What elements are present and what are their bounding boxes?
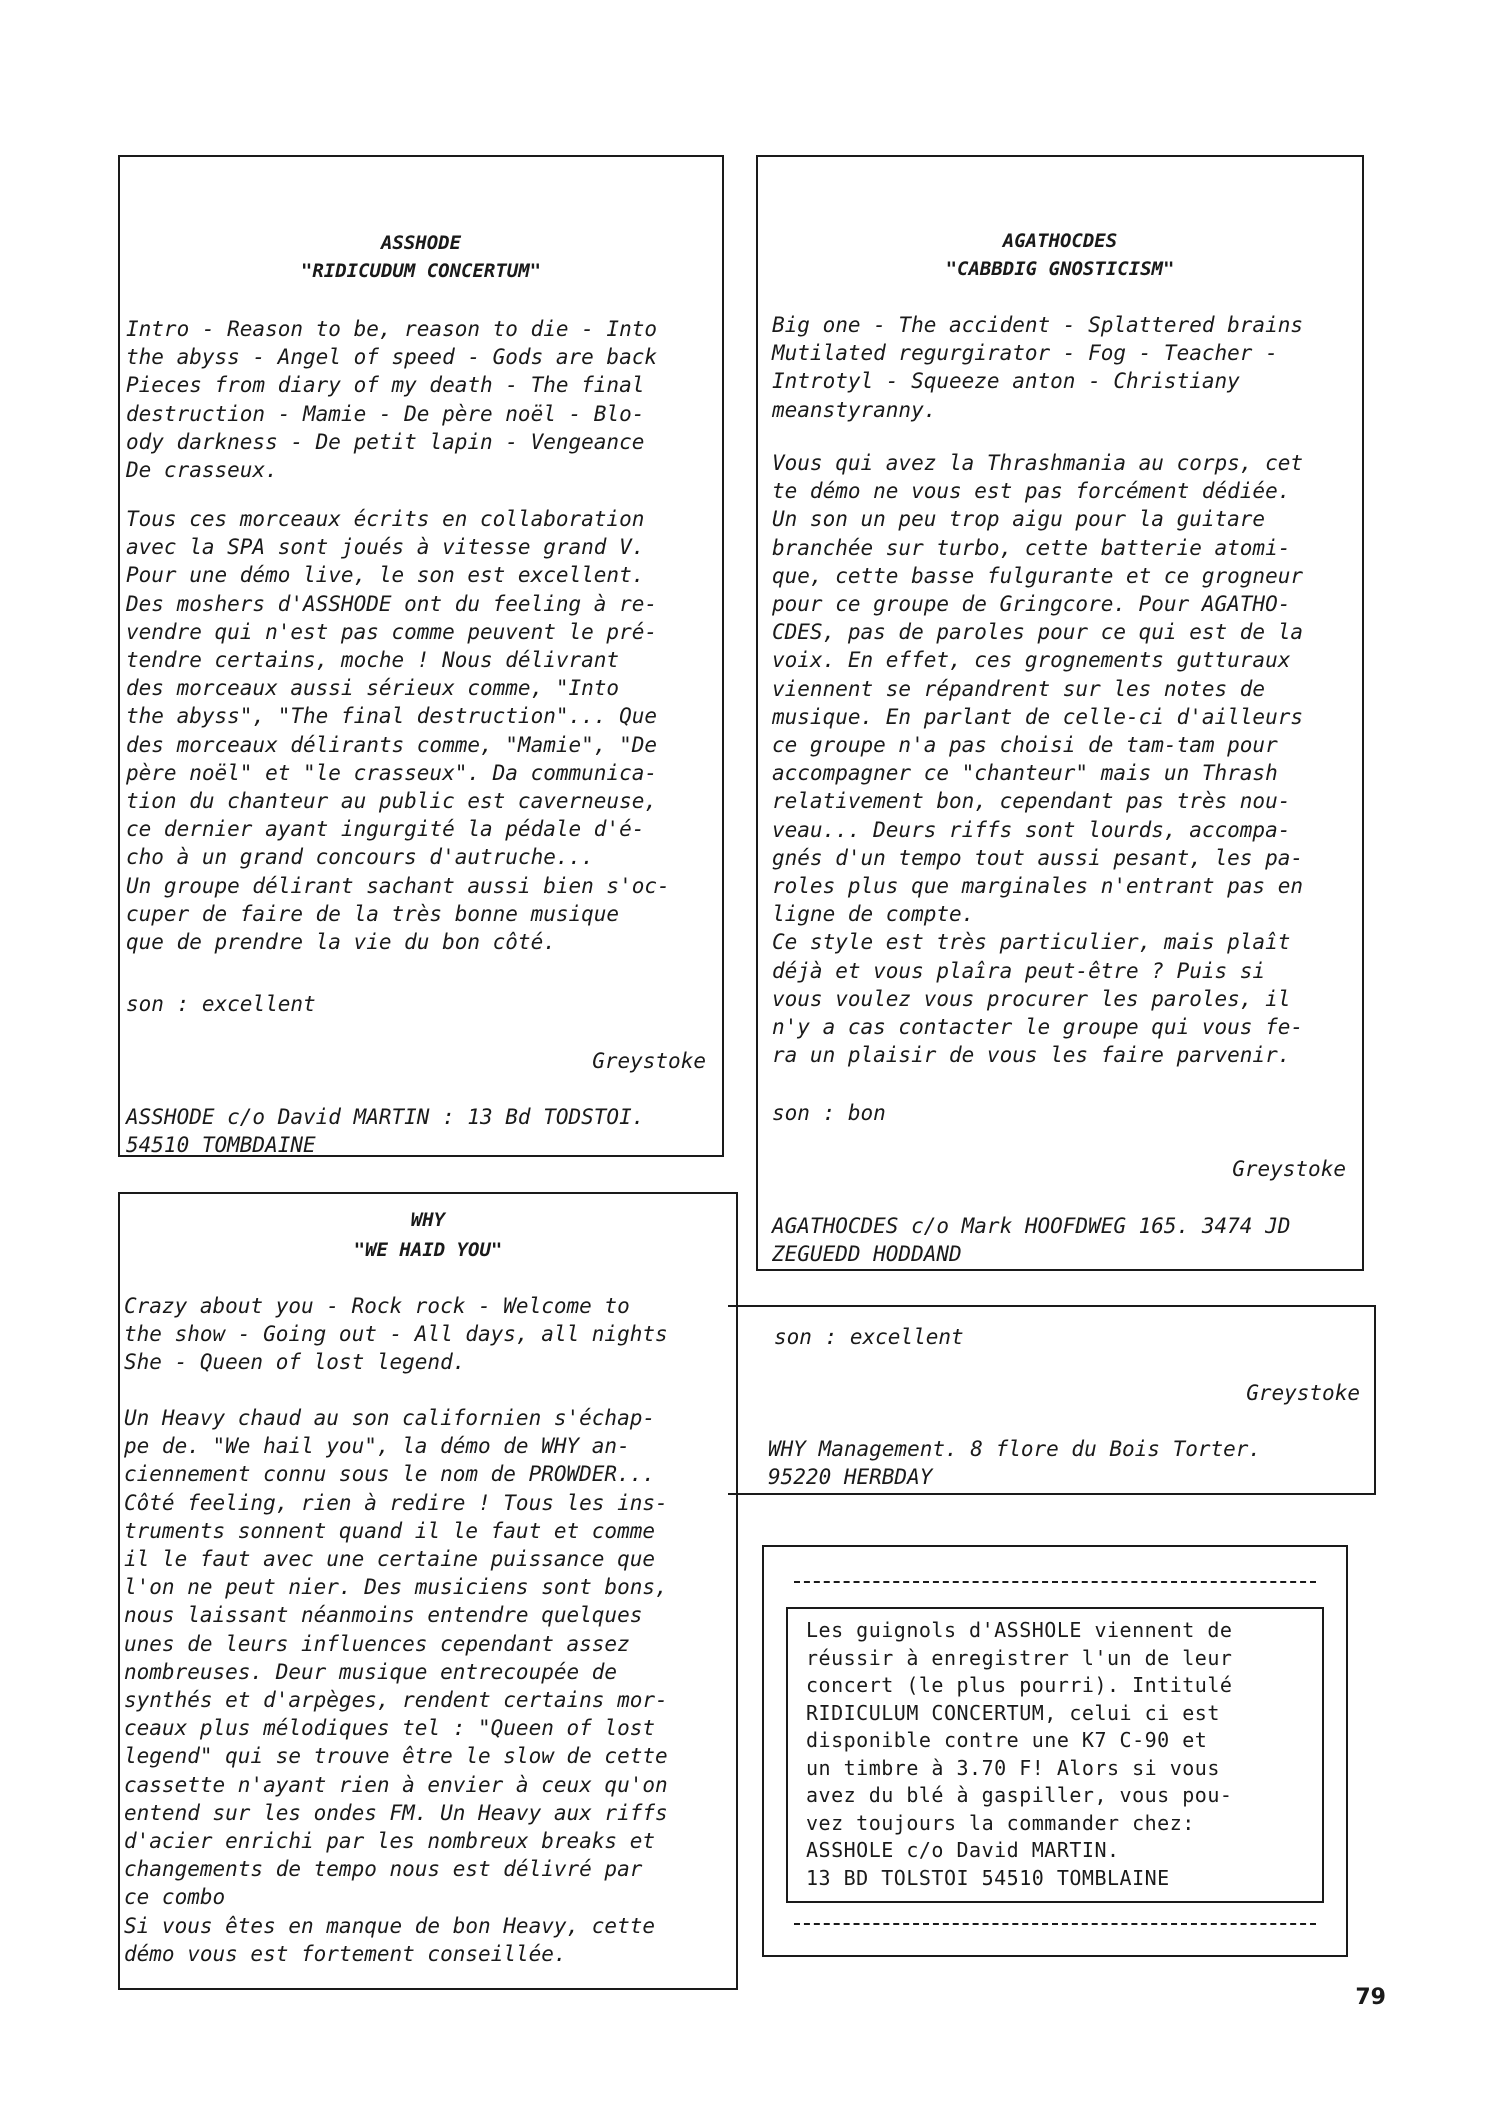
tracklist: Crazy about you - Rock rock - Welcome to the show - Going out - All days, all nights She - Queen of lost legend.: [124, 1294, 668, 1375]
sound-rating: son : excellent: [774, 1325, 964, 1349]
demo-title: "RIDICUDUM CONCERTUM": [300, 260, 542, 282]
page-number: 79: [1355, 1985, 1386, 2010]
reviewer: Greystoke: [1232, 1157, 1346, 1181]
review-text: Vous qui avez la Thrashmania au corps, cet te démo ne vous est pas forcément dédiée. Un son un peu trop aigu pour la guitare branchée sur turbo, cette batterie atomi- que, cette basse fulgurante et ce grogneur pour ce groupe de Gringcore. Pour AGATHO- CDES, pas de paroles pour ce qui est de la voix. En effet, ces grognements gutturaux viennent se répandrent sur les notes de musique. En parlant de celle-ci d'ailleurs ce groupe n'a pas choisi de tam-tam pour accompagner ce "chanteur" mais un Thrash relativement bon, cependant pas très nou- veau... Deurs riffs sont lourds, accompa- gnés d'un tempo tout aussi pesant, les pa- roles plus que marginales n'entrant pas en ligne de compte. Ce style est très particulier, mais plaît déjà et vous plaîra peut-être ? Puis si vous voulez vous procurer les paroles, il n'y a cas contacter le groupe qui vous fe- ra un plaisir de vous les faire parvenir.: [772, 451, 1304, 1068]
reviewer: Greystoke: [1246, 1381, 1360, 1405]
dashed-rule-bottom: [794, 1923, 1316, 1925]
sound-rating: son : bon: [772, 1101, 886, 1125]
tracklist: Big one - The accident - Splattered brains Mutilated regurgirator - Fog - Teacher - Introtyl - Squeeze anton - Christiany meanstyranny.: [772, 313, 1304, 422]
sound-rating: son : excellent: [126, 992, 316, 1016]
notice-text: Les guignols d'ASSHOLE viennent de réussir à enregistrer l'un de leur concert (le plus pourri). Intitulé RIDICULUM CONCERTUM, celui ci est disponible contre une K7 C-90 et un timbre à 3.70 F! Alors si vous avez du blé à gaspiller, vous pou- vez toujours la commander chez: ASSHOLE c/o David MARTIN. 13 BD TOLSTOI 54510 TOMBLAINE: [806, 1618, 1233, 1890]
reviewer: Greystoke: [592, 1049, 706, 1073]
contact-address: WHY Management. 8 flore du Bois Torter. 95220 HERBDAY: [768, 1437, 1262, 1490]
review-text: Un Heavy chaud au son californien s'échap- pe de. "We hail you", la démo de WHY an- ciennement connu sous le nom de PROWDER... Côté feeling, rien à redire ! Tous les ins- truments sonnent quand il le faut et comme il le faut avec une certaine puissance que l'on ne peut nier. Des musiciens sont bons, nous laissant néanmoins entendre quelques unes de leurs influences cependant assez nombreuses. Deur musique entrecoupée de synthés et d'arpèges, rendent certains mor- ceaux plus mélodiques tel : "Queen of lost legend" qui se trouve être le slow de cette cassette n'ayant rien à envier à ceux qu'on entend sur les ondes FM. Un Heavy aux riffs d'acier enrichi par les nombreux breaks et changements de tempo nous est délivré par ce combo Si vous êtes en manque de bon Heavy, cette démo vous est fortement conseillée.: [124, 1406, 668, 1966]
dashed-rule-top: [794, 1581, 1316, 1583]
band-name: WHY: [410, 1209, 446, 1231]
review-why: [118, 1192, 738, 1990]
notice-box: [762, 1545, 1348, 1957]
tracklist: Intro - Reason to be, reason to die - Into the abyss - Angel of speed - Gods are back Pieces from diary of my death - The final destruction - Mamie - De père noël - Blo- ody darkness - De petit lapin - Vengeance De crasseux.: [126, 317, 658, 483]
contact-address: ASSHODE c/o David MARTIN : 13 Bd TODSTOI. 54510 TOMBDAINE: [126, 1105, 645, 1158]
review-agathocles: [756, 155, 1364, 1271]
band-name: AGATHOCDES: [1002, 230, 1118, 252]
contact-address: AGATHOCDES c/o Mark HOOFDWEG 165. 3474 JD ZEGUEDD HODDAND: [772, 1214, 1291, 1267]
band-name: ASSHODE: [380, 232, 462, 254]
notice-inner: [786, 1607, 1324, 1903]
review-text: Tous ces morceaux écrits en collaboration avec la SPA sont joués à vitesse grand V. Pour une démo live, le son est excellent. Des moshers d'ASSHODE ont du feeling à re- vendre qui n'est pas comme peuvent le pré- tendre certains, moche ! Nous délivrant des morceaux aussi sérieux comme, "Into the abyss", "The final destruction"... Que des morceaux délirants comme, "Mamie", "De père noël" et "le crasseux". Da communica- tion du chanteur au public est caverneuse, ce dernier ayant ingurgité la pédale d'é- cho à un grand concours d'autruche... Un groupe délirant sachant aussi bien s'oc- cuper de faire de la très bonne musique que de prendre la vie du bon côté.: [126, 507, 670, 955]
demo-title: "CABBDIG GNOSTICISM": [945, 258, 1175, 280]
demo-title: "WE HAID YOU": [353, 1239, 503, 1261]
review-asshole: [118, 155, 724, 1157]
review-why-continued: [728, 1305, 1376, 1495]
